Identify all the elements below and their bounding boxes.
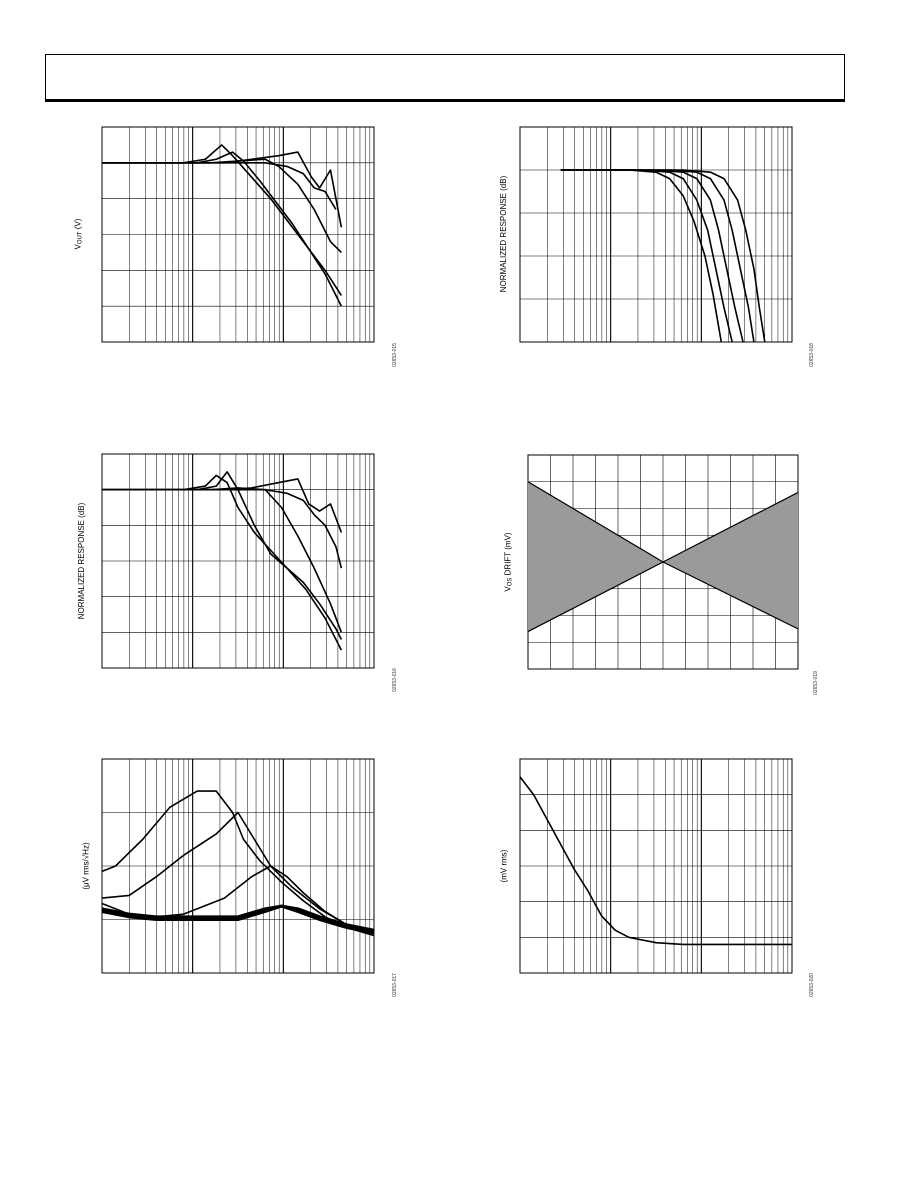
y-axis-label: $V_{OUT}$ (V): [72, 218, 83, 250]
chart-f1: [102, 127, 374, 342]
chart-f4: [528, 455, 798, 669]
y-axis-label: NORMALIZED RESPONSE (dB): [499, 175, 509, 293]
series-line-3: [102, 488, 341, 632]
figure-code: 02653-019: [812, 671, 819, 695]
chart-f5: [102, 759, 374, 973]
grid-f3: [102, 454, 374, 668]
figure-code: 02653-017: [391, 973, 398, 997]
y-axis-label: NORMALIZED RESPONSE (dB): [77, 502, 87, 620]
series-group-f6: [520, 777, 792, 945]
chart-f6: [520, 759, 792, 973]
figure-code: 02653-018: [808, 343, 815, 367]
chart-f3: [102, 454, 374, 668]
grid-f6: [520, 759, 792, 973]
plot-area-f6: [520, 759, 792, 973]
grid-f2: [520, 127, 792, 342]
grid-f1: [102, 127, 374, 342]
plot-area-f5: [102, 759, 374, 973]
figure-code: 02653-016: [391, 668, 398, 692]
series-group-f1: [102, 145, 341, 306]
grid-f5: [102, 759, 374, 973]
plot-area-f3: [102, 454, 374, 668]
series-line-5: [102, 490, 341, 568]
chart-f2: [520, 127, 792, 342]
series-line-5: [102, 163, 336, 210]
plot-area-f1: [102, 127, 374, 342]
plot-frame: [520, 127, 792, 342]
series-line-1: [520, 777, 792, 945]
y-axis-label: $V_{OS}$ DRIFT (mV): [503, 532, 514, 592]
series-line-3: [102, 159, 341, 252]
page-header-box: [45, 54, 845, 102]
plot-area-f4: [528, 455, 798, 669]
series-line-4: [102, 479, 341, 533]
figure-code: 02653-020: [808, 973, 815, 997]
series-line-1: [102, 475, 341, 650]
y-axis-label: (μV rms/√Hz): [81, 842, 91, 890]
plot-area-f2: [520, 127, 792, 342]
figure-code: 02653-015: [391, 343, 398, 367]
y-axis-label: (mV rms): [498, 849, 508, 883]
